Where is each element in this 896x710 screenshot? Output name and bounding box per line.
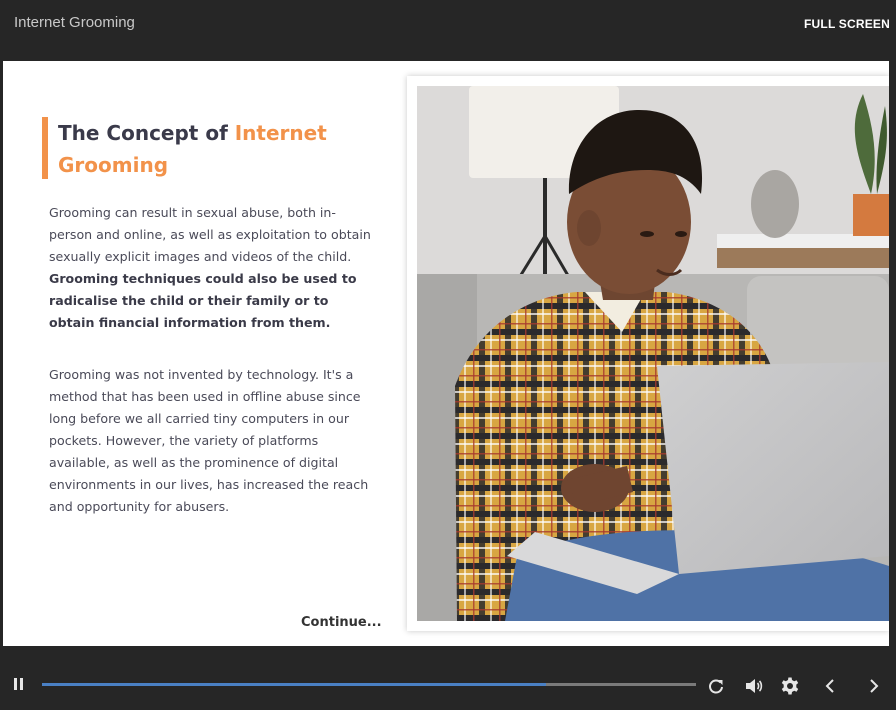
photo-frame bbox=[407, 76, 889, 631]
settings-button[interactable] bbox=[780, 676, 800, 696]
slide-content bbox=[3, 61, 889, 646]
progress-bar-fill bbox=[42, 683, 546, 686]
heading-highlight: Internet Grooming bbox=[58, 121, 327, 177]
next-button[interactable] bbox=[864, 676, 884, 696]
full-screen-button[interactable]: FULL SCREEN bbox=[804, 17, 890, 31]
heading-text: The Concept of bbox=[58, 121, 235, 145]
next-icon bbox=[864, 676, 884, 696]
previous-icon bbox=[820, 676, 840, 696]
progress-bar[interactable] bbox=[42, 683, 696, 686]
heading-accent-bar bbox=[42, 117, 48, 179]
pause-button[interactable] bbox=[12, 678, 26, 694]
replay-button[interactable] bbox=[706, 676, 726, 696]
paragraph-1-bold: Grooming techniques could also be used to radicalise the child or their family or to obtain financial information from them. bbox=[49, 271, 357, 330]
player-controls bbox=[0, 662, 896, 710]
slide-heading bbox=[58, 117, 372, 181]
heading-block bbox=[42, 117, 372, 181]
replay-icon bbox=[706, 676, 726, 696]
paragraph-2: Grooming was not invented by technology. It's a method that has been used in offline abuse since long before we all carried tiny computers in our pockets. However, the variety of platforms available, as well as the prominence of digital environments in our lives, has increased the reach and opportunity for abusers. bbox=[49, 367, 369, 514]
pause-icon-bar bbox=[20, 678, 23, 690]
volume-icon bbox=[744, 676, 764, 696]
continue-link[interactable]: Continue... bbox=[301, 615, 382, 630]
previous-button[interactable] bbox=[820, 676, 840, 696]
paragraph-1 bbox=[49, 202, 375, 334]
boy-with-laptop-photo bbox=[417, 86, 889, 621]
volume-button[interactable] bbox=[744, 676, 764, 696]
top-bar bbox=[0, 0, 896, 45]
course-title: Internet Grooming bbox=[14, 14, 135, 31]
pause-icon bbox=[14, 678, 17, 690]
paragraph-1-text: Grooming can result in sexual abuse, both in-person and online, as well as exploitation to obtain sexually explicit images and videos of the child. bbox=[49, 205, 371, 264]
settings-icon bbox=[780, 676, 800, 696]
